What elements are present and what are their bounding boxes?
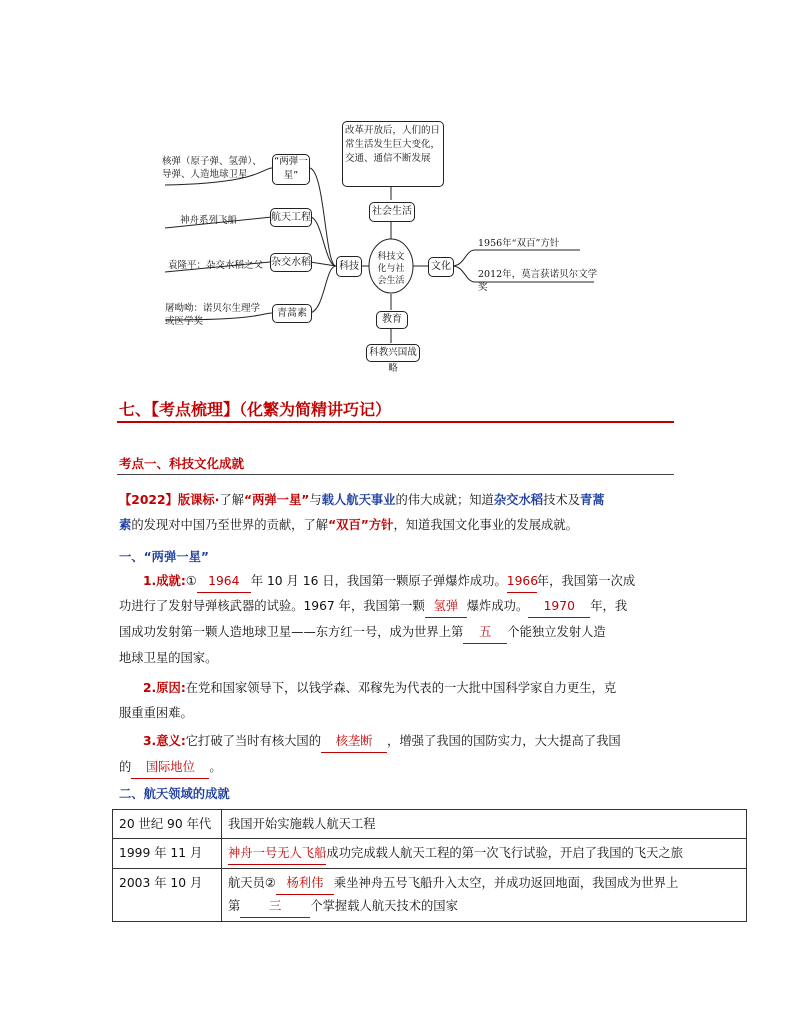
blank-answer: 1970: [528, 595, 590, 618]
text: 杂交水稻: [493, 493, 544, 507]
label: 3.意义:: [143, 734, 186, 748]
section-subtitle: （化繁为简精讲巧记）: [239, 400, 392, 419]
reason-line-1: [143, 677, 616, 699]
text: 个掌握载人航天技术的国家: [310, 899, 458, 913]
text: 成功完成载人航天工程的第一次飞行试验，开启了我国的飞天之旅: [326, 846, 684, 860]
text: 青蒿: [579, 493, 605, 507]
text: 功进行了发射导弹核武器的试验。1967 年，我国第一颗: [119, 599, 425, 613]
table-cell-text: [222, 839, 747, 869]
society-text-box: 改革开放后，人们的日常生活发生巨大变化，交通、通信不断发展: [342, 121, 444, 187]
section-number: 七、: [119, 400, 152, 419]
text: ，增强了我国的国防实力，大大提高了我国: [387, 734, 621, 748]
table-cell-text: 我国开始实施载人航天工程: [222, 810, 747, 839]
table-row: [113, 810, 747, 839]
heading-spaceflight: 二、航天领域的成就: [119, 787, 230, 801]
spaceflight-table: [112, 809, 747, 922]
text: 在党和国家领导下，以钱学森、邓稼先为代表的一大批中国科学家自力更生，克: [185, 681, 617, 695]
blank-answer: 五: [463, 621, 507, 644]
text: 的: [119, 760, 132, 774]
meaning-line-1: [143, 730, 621, 753]
achieve-line-2: [119, 595, 627, 618]
text: ①: [185, 574, 197, 588]
reason-line-2: 服重重困难。: [119, 706, 193, 720]
blank-answer: 1964: [197, 570, 251, 593]
node-culture: 文化: [428, 257, 454, 277]
mind-map-center: 科技文化与社会生活: [377, 252, 405, 286]
text: ，知道我国文化事业的发展成就。: [393, 518, 578, 532]
text: 它打破了当时有核大国的: [185, 734, 322, 748]
text: 乘坐神舟五号飞船升入太空，并成功返回地面，我国成为世界上: [333, 876, 679, 890]
table-cell-date: 20 世纪 90 年代: [113, 810, 222, 839]
text: 年，我: [590, 599, 628, 613]
curriculum-line-1: [119, 489, 605, 511]
text: 国成功发射第一颗人造地球卫星——东方红一号，成为世界上第: [119, 625, 464, 639]
text: 第: [228, 899, 241, 913]
node-society: 社会生活: [369, 202, 415, 222]
section-divider: [117, 421, 674, 423]
table-cell-date: 1999 年 11 月: [113, 839, 222, 869]
text: 的发现对中国乃至世界的贡献，了解: [131, 518, 329, 532]
text: 技术及: [543, 493, 580, 507]
blank-answer: 杨利伟: [276, 872, 334, 895]
text: 的伟大成就；知道: [395, 493, 494, 507]
achieve-line-4: 地球卫星的国家。: [119, 651, 218, 665]
node-strategy: 科教兴国战略: [366, 344, 420, 362]
text: 年，我国第一次成: [536, 574, 636, 588]
text: 素: [119, 518, 132, 532]
text: 年 10 月 16 日，我国第一颗原子弹爆炸成功。: [250, 574, 507, 588]
leaf-two-bombs: 核弹（原子弹、氢弹）、导弹、人造地球卫星: [162, 156, 262, 180]
node-education: 教育: [376, 311, 408, 329]
text: 个能独立发射人造: [507, 625, 606, 639]
text: “双百”方针: [328, 518, 394, 532]
node-artemisinin: 青蒿素: [272, 304, 312, 323]
meaning-line-2: [119, 756, 222, 779]
table-cell-date: 2003 年 10 月: [113, 869, 222, 922]
text: “两弹一星”: [244, 493, 310, 507]
text: 爆炸成功。: [466, 599, 529, 613]
text: 与: [309, 493, 322, 507]
kaodian-title: 考点一、科技文化成就: [119, 456, 245, 471]
leaf-mo-yan: 2012年，莫言获诺贝尔文学奖: [478, 269, 598, 293]
section-bracket: 【考点梳理】: [151, 400, 240, 419]
curriculum-line-2: [119, 514, 578, 536]
curriculum-tag: 【2022】版课标·: [119, 493, 220, 507]
blank-answer: 1966: [507, 570, 537, 593]
text: 。: [209, 760, 222, 774]
blank-answer: 三: [240, 895, 310, 918]
heading-two-bombs: 一、“两弹一星”: [119, 550, 209, 564]
blank-answer: 神舟一号无人飞船: [228, 842, 326, 865]
text: 载人航天事业: [321, 493, 396, 507]
section-title: [119, 397, 391, 420]
table-row: [113, 839, 747, 869]
node-spaceflight: 航天工程: [270, 208, 312, 227]
blank-answer: 氢弹: [425, 595, 467, 618]
kaodian-divider: [117, 474, 674, 475]
label: 1.成就:: [143, 574, 186, 588]
leaf-shenzhou: 神舟系列飞船: [180, 215, 238, 226]
achieve-line-1: [143, 570, 635, 593]
leaf-double-hundred: 1956年“双百”方针: [478, 238, 560, 249]
node-two-bombs: “两弹一星”: [272, 154, 310, 185]
node-hybrid-rice: 杂交水稻: [270, 253, 312, 272]
achieve-line-3: [119, 621, 606, 644]
leaf-yuan-longping: 袁隆平：杂交水稻之父: [168, 260, 264, 271]
table-cell-text: [222, 869, 747, 922]
text: 航天员②: [228, 876, 276, 890]
label: 2.原因:: [143, 681, 186, 695]
node-science: 科技: [336, 256, 362, 277]
blank-answer: 国际地位: [131, 756, 209, 779]
table-row: [113, 869, 747, 922]
leaf-tu-youyou: 屠呦呦：诺贝尔生理学或医学奖: [165, 303, 261, 327]
text: 了解: [219, 493, 244, 507]
blank-answer: 核垄断: [321, 730, 387, 753]
